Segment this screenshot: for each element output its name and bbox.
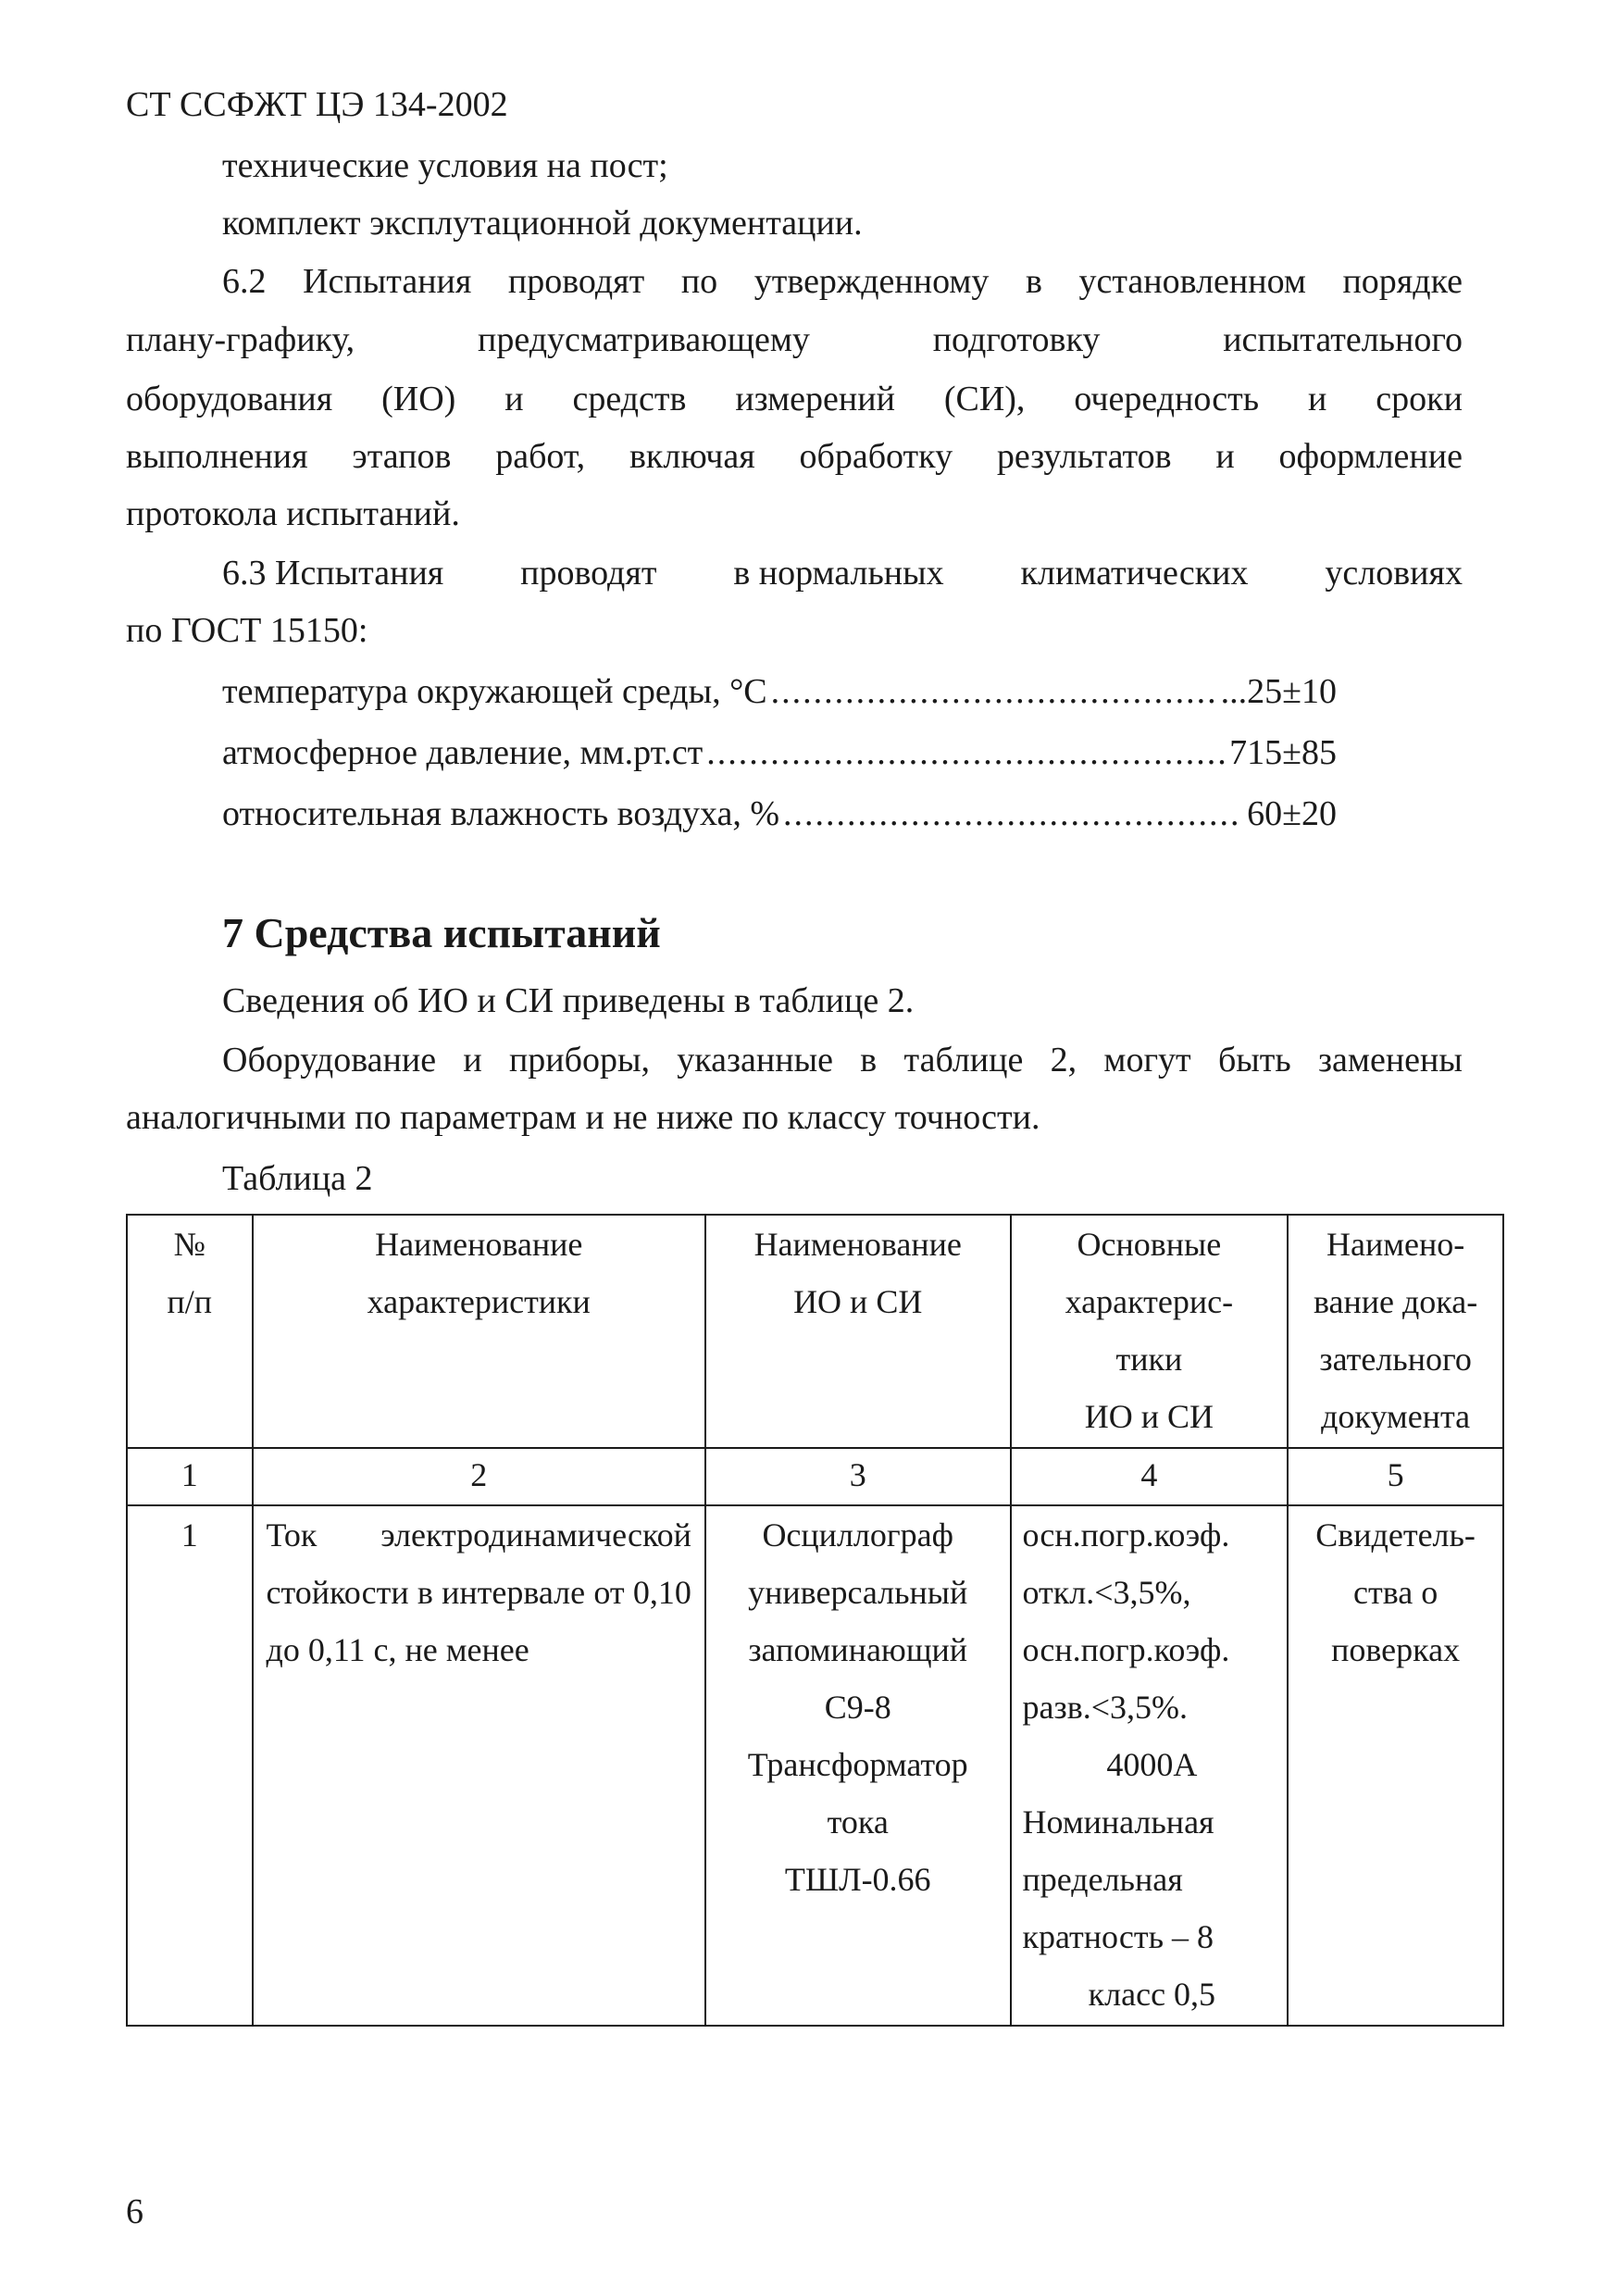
spec-line: откл.<3,5%,: [1022, 1574, 1191, 1611]
word: плану-графику,: [126, 320, 355, 359]
header-cell-characteristic: [253, 1215, 705, 1448]
condition-label: атмосферное давление, мм.рт.ст: [222, 733, 704, 772]
spec-line: Номинальная: [1022, 1803, 1214, 1841]
word: 2,: [1050, 1041, 1077, 1079]
table-column-numbers-row: [127, 1448, 1503, 1505]
cell-number: 1: [127, 1505, 253, 2026]
cell-document: [1288, 1505, 1503, 2026]
word: заменены: [1318, 1041, 1463, 1079]
word: в нормальных: [733, 554, 944, 593]
docs-list-item: комплект эксплутационной документации.: [222, 204, 863, 243]
header-line: Наименование: [753, 1226, 962, 1263]
paragraph-6-2-line: протокола испытаний.: [126, 494, 460, 533]
spec-line: 4000А: [1106, 1746, 1198, 1783]
word: этапов: [352, 437, 452, 476]
cell-equipment: [705, 1505, 1011, 2026]
word: (СИ),: [943, 380, 1026, 418]
equipment-line: С9-8: [824, 1689, 891, 1726]
column-number: 3: [705, 1448, 1011, 1505]
condition-pressure: [222, 731, 1337, 774]
table-header-row: [127, 1215, 1503, 1448]
word: быть: [1217, 1041, 1291, 1079]
column-number: 1: [127, 1448, 253, 1505]
word: Оборудование: [222, 1041, 437, 1079]
word: указанные: [677, 1041, 833, 1079]
equipment-line: универсальный: [748, 1574, 968, 1611]
spec-line: осн.погр.коэф.: [1022, 1516, 1230, 1554]
section-7-paragraph: Сведения об ИО и СИ приведены в таблице 2.: [222, 981, 915, 1020]
header-cell-specs: [1011, 1215, 1289, 1448]
header-cell-equipment: [705, 1215, 1011, 1448]
document-code: СТ ССФЖТ ЦЭ 134-2002: [126, 85, 508, 124]
word: выполнения: [126, 437, 308, 476]
condition-label: температура окружающей среды, °С: [222, 672, 767, 711]
table-2: [126, 1214, 1504, 2027]
condition-label: относительная влажность воздуха, %: [222, 794, 780, 833]
word: работ,: [495, 437, 586, 476]
spec-line: кратность – 8: [1022, 1918, 1214, 1955]
header-line: характерис-: [1065, 1283, 1234, 1320]
leader-dots: [783, 792, 1243, 835]
word: и: [1215, 437, 1235, 476]
word: таблице: [903, 1041, 1024, 1079]
cell-specs: [1011, 1505, 1289, 2026]
column-number: 2: [253, 1448, 705, 1505]
word: (ИО): [381, 380, 456, 418]
header-line: Наименование: [375, 1226, 583, 1263]
word: 6.3 Испытания: [222, 554, 444, 593]
table-row: [127, 1505, 1503, 2026]
condition-value: 715±85: [1229, 733, 1337, 772]
column-number: 4: [1011, 1448, 1289, 1505]
header-line: документа: [1321, 1398, 1471, 1435]
section-7-title: 7 Средства испытаний: [222, 909, 661, 956]
cell-characteristic: Ток электродинамической стойкости в интервале от 0,10 до 0,11 с, не менее: [253, 1505, 705, 2026]
equipment-line: Осциллограф: [762, 1516, 953, 1554]
word: предусматривающему: [478, 320, 810, 359]
word: приборы,: [508, 1041, 651, 1079]
equipment-line: Трансформатор: [747, 1746, 968, 1783]
word: оборудования: [126, 380, 333, 418]
header-cell-number: [127, 1215, 253, 1448]
word: и: [1308, 380, 1327, 418]
equipment-line: тока: [827, 1803, 889, 1841]
header-line: вание дока-: [1313, 1283, 1478, 1320]
paragraph-6-2-line: 6.2 Испытания проводят по утвержденному в установленном порядке: [222, 262, 1463, 301]
equipment-line: ТШЛ-0.66: [784, 1861, 931, 1898]
word: проводят: [520, 554, 657, 593]
word: средств: [572, 380, 687, 418]
condition-temperature: [222, 670, 1337, 713]
word: и: [504, 380, 524, 418]
spec-line: осн.погр.коэф.: [1022, 1631, 1230, 1668]
word: очередность: [1074, 380, 1260, 418]
header-line: ИО и СИ: [793, 1283, 923, 1320]
word: обработку: [799, 437, 953, 476]
word: могут: [1103, 1041, 1191, 1079]
leader-dots: [706, 731, 1226, 774]
header-cell-document: [1288, 1215, 1503, 1448]
word: измерений: [735, 380, 895, 418]
spec-line: класс 0,5: [1088, 1976, 1216, 2013]
section-7-paragraph-line: аналогичными по параметрам и не ниже по классу точности.: [126, 1098, 1040, 1137]
word: оформление: [1278, 437, 1463, 476]
condition-value: ...25±10: [1220, 672, 1337, 711]
header-line: Наимено-: [1326, 1226, 1465, 1263]
paragraph-6-2-line: [126, 378, 1463, 420]
word: испытательного: [1223, 320, 1463, 359]
document-line: Свидетель-: [1315, 1516, 1476, 1554]
word: климатических: [1020, 554, 1249, 593]
paragraph-6-3-line: [222, 552, 1463, 594]
header-line: зательного: [1319, 1341, 1472, 1378]
header-line: Основные: [1077, 1226, 1222, 1263]
document-line: поверках: [1331, 1631, 1461, 1668]
word: результатов: [996, 437, 1172, 476]
paragraph-6-2-line: [126, 435, 1463, 478]
paragraph-6-3-line: по ГОСТ 15150:: [126, 611, 368, 650]
page-number: 6: [126, 2192, 143, 2231]
condition-value: 60±20: [1247, 794, 1337, 833]
word: сроки: [1376, 380, 1463, 418]
word: в: [860, 1041, 878, 1079]
spec-line: разв.<3,5%.: [1022, 1689, 1188, 1726]
word: подготовку: [932, 320, 1101, 359]
word: включая: [629, 437, 755, 476]
table-caption: Таблица 2: [222, 1159, 373, 1198]
spec-line: предельная: [1022, 1861, 1183, 1898]
document-line: ства о: [1352, 1574, 1438, 1611]
header-line: характеристики: [367, 1283, 591, 1320]
equipment-line: запоминающий: [748, 1631, 968, 1668]
column-number: 5: [1288, 1448, 1503, 1505]
header-line: п/п: [167, 1283, 213, 1320]
condition-humidity: [222, 792, 1337, 835]
word: условиях: [1325, 554, 1463, 593]
section-7-paragraph-line: [222, 1039, 1463, 1081]
paragraph-6-2-line: [126, 318, 1463, 361]
header-line: №: [173, 1226, 205, 1263]
docs-list-item: технические условия на пост;: [222, 146, 668, 185]
header-line: ИО и СИ: [1084, 1398, 1214, 1435]
leader-dots: [771, 670, 1217, 713]
word: и: [463, 1041, 482, 1079]
header-line: тики: [1115, 1341, 1183, 1378]
